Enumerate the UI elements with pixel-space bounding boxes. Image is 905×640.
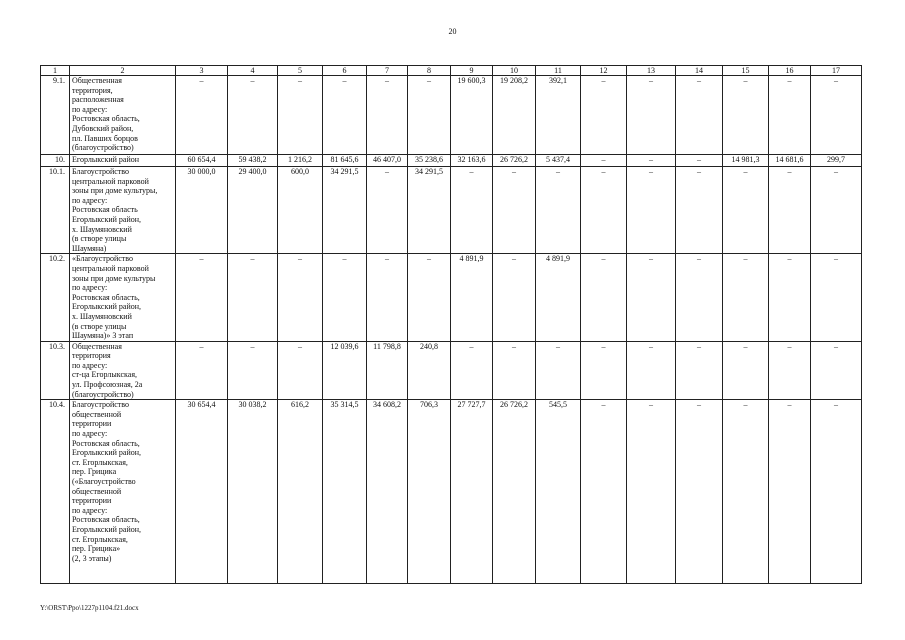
value-cell: – <box>323 254 367 341</box>
value-cell: – <box>627 155 676 167</box>
value-cell: – <box>769 254 811 341</box>
value-cell: 14 681,6 <box>769 155 811 167</box>
value-cell: – <box>769 76 811 155</box>
value-cell: – <box>676 341 723 400</box>
value-cell: – <box>627 76 676 155</box>
value-cell: – <box>723 341 769 400</box>
value-cell: – <box>627 341 676 400</box>
row-number-cell: 10.1. <box>41 167 70 254</box>
value-cell: – <box>581 254 627 341</box>
value-cell: – <box>278 341 323 400</box>
column-number-header: 16 <box>769 66 811 76</box>
value-cell: – <box>367 167 408 254</box>
table-row <box>41 341 862 400</box>
table-row <box>41 167 862 254</box>
row-number-cell: 10.4. <box>41 400 70 584</box>
row-number-cell: 9.1. <box>41 76 70 155</box>
value-cell: 32 163,6 <box>451 155 493 167</box>
value-cell: – <box>627 400 676 584</box>
row-number-cell: 10.3. <box>41 341 70 400</box>
column-number-header: 7 <box>367 66 408 76</box>
column-number-header: 17 <box>811 66 862 76</box>
value-cell: – <box>627 167 676 254</box>
table-header-row <box>41 66 862 76</box>
value-cell: – <box>176 341 228 400</box>
value-cell: – <box>723 400 769 584</box>
column-number-header: 3 <box>176 66 228 76</box>
value-cell: 706,3 <box>408 400 451 584</box>
table-row <box>41 400 862 584</box>
value-cell: – <box>581 167 627 254</box>
value-cell: 14 981,3 <box>723 155 769 167</box>
value-cell: – <box>811 76 862 155</box>
value-cell: – <box>228 76 278 155</box>
value-cell: – <box>408 76 451 155</box>
row-number-cell: 10. <box>41 155 70 167</box>
value-cell: – <box>676 167 723 254</box>
value-cell: 240,8 <box>408 341 451 400</box>
column-number-header: 2 <box>70 66 176 76</box>
column-number-header: 5 <box>278 66 323 76</box>
object-name-cell: Общественная территория по адресу: ст-ца Егорлыкская, ул. Профсоюзная, 2а (благоустройство) <box>70 341 176 400</box>
value-cell: – <box>228 341 278 400</box>
column-number-header: 6 <box>323 66 367 76</box>
table-row <box>41 254 862 341</box>
value-cell: – <box>176 76 228 155</box>
value-cell: 81 645,6 <box>323 155 367 167</box>
column-number-header: 13 <box>627 66 676 76</box>
value-cell: – <box>493 167 536 254</box>
value-cell: – <box>451 341 493 400</box>
page-number: 20 <box>448 27 457 36</box>
file-path-footer: Y:\ORST\Ppo\1227p1104.f21.docx <box>40 604 139 612</box>
column-number-header: 8 <box>408 66 451 76</box>
value-cell: 30 000,0 <box>176 167 228 254</box>
column-number-header: 4 <box>228 66 278 76</box>
value-cell: – <box>536 341 581 400</box>
value-cell: 60 654,4 <box>176 155 228 167</box>
object-name-cell: Общественная территория, расположенная по адресу: Ростовская область, Дубовский район, пл. Павших борцов (благоустройство) <box>70 76 176 155</box>
column-number-header: 10 <box>493 66 536 76</box>
value-cell: 600,0 <box>278 167 323 254</box>
value-cell: – <box>769 400 811 584</box>
value-cell: 30 038,2 <box>228 400 278 584</box>
value-cell: – <box>581 76 627 155</box>
value-cell: 1 216,2 <box>278 155 323 167</box>
value-cell: 26 726,2 <box>493 400 536 584</box>
value-cell: 34 291,5 <box>408 167 451 254</box>
value-cell: – <box>408 254 451 341</box>
value-cell: – <box>493 341 536 400</box>
value-cell: – <box>581 341 627 400</box>
value-cell: 545,5 <box>536 400 581 584</box>
value-cell: – <box>581 400 627 584</box>
value-cell: 19 600,3 <box>451 76 493 155</box>
table-row <box>41 155 862 167</box>
column-number-header: 15 <box>723 66 769 76</box>
value-cell: – <box>769 167 811 254</box>
column-number-header: 9 <box>451 66 493 76</box>
value-cell: – <box>581 155 627 167</box>
value-cell: 19 208,2 <box>493 76 536 155</box>
column-number-header: 14 <box>676 66 723 76</box>
value-cell: 11 798,8 <box>367 341 408 400</box>
value-cell: 5 437,4 <box>536 155 581 167</box>
value-cell: – <box>811 400 862 584</box>
value-cell: 4 891,9 <box>451 254 493 341</box>
value-cell: – <box>676 254 723 341</box>
value-cell: – <box>676 76 723 155</box>
value-cell: 616,2 <box>278 400 323 584</box>
value-cell: – <box>367 254 408 341</box>
value-cell: 12 039,6 <box>323 341 367 400</box>
budget-table <box>40 65 862 584</box>
column-number-header: 12 <box>581 66 627 76</box>
value-cell: – <box>676 400 723 584</box>
value-cell: – <box>451 167 493 254</box>
value-cell: 34 608,2 <box>367 400 408 584</box>
value-cell: – <box>676 155 723 167</box>
value-cell: – <box>723 254 769 341</box>
value-cell: 299,7 <box>811 155 862 167</box>
table-row <box>41 76 862 155</box>
object-name-cell: Егорлыкский район <box>70 155 176 167</box>
value-cell: 4 891,9 <box>536 254 581 341</box>
value-cell: 34 291,5 <box>323 167 367 254</box>
value-cell: – <box>228 254 278 341</box>
value-cell: 26 726,2 <box>493 155 536 167</box>
value-cell: – <box>367 76 408 155</box>
value-cell: – <box>627 254 676 341</box>
value-cell: – <box>278 254 323 341</box>
column-number-header: 1 <box>41 66 70 76</box>
value-cell: – <box>723 76 769 155</box>
value-cell: 46 407,0 <box>367 155 408 167</box>
object-name-cell: Благоустройство центральной парковой зоны при доме культуры, по адресу: Ростовская область Егорлыкский район, х. Шаумяновский (в створе улицы Шаумяна) <box>70 167 176 254</box>
value-cell: – <box>769 341 811 400</box>
value-cell: – <box>811 341 862 400</box>
value-cell: – <box>811 254 862 341</box>
value-cell: – <box>536 167 581 254</box>
column-number-header: 11 <box>536 66 581 76</box>
value-cell: – <box>278 76 323 155</box>
value-cell: 30 654,4 <box>176 400 228 584</box>
value-cell: – <box>493 254 536 341</box>
value-cell: – <box>176 254 228 341</box>
object-name-cell: Благоустройство общественной территории по адресу: Ростовская область, Егорлыкский район, ст. Егорлыкская, пер. Грицика («Благоустройство общественной территории по адресу: Ростовская область, Егорлыкский район, ст. Егорлыкская, пер. Грицика» (2, 3 этапы) <box>70 400 176 584</box>
value-cell: – <box>811 167 862 254</box>
value-cell: – <box>323 76 367 155</box>
value-cell: 392,1 <box>536 76 581 155</box>
value-cell: – <box>723 167 769 254</box>
value-cell: 35 238,6 <box>408 155 451 167</box>
value-cell: 29 400,0 <box>228 167 278 254</box>
row-number-cell: 10.2. <box>41 254 70 341</box>
value-cell: 35 314,5 <box>323 400 367 584</box>
value-cell: 27 727,7 <box>451 400 493 584</box>
value-cell: 59 438,2 <box>228 155 278 167</box>
object-name-cell: «Благоустройство центральной парковой зоны при доме культуры по адресу: Ростовская область, Егорлыкский район, х. Шаумяновский (в створе улицы Шаумяна)» 3 этап <box>70 254 176 341</box>
